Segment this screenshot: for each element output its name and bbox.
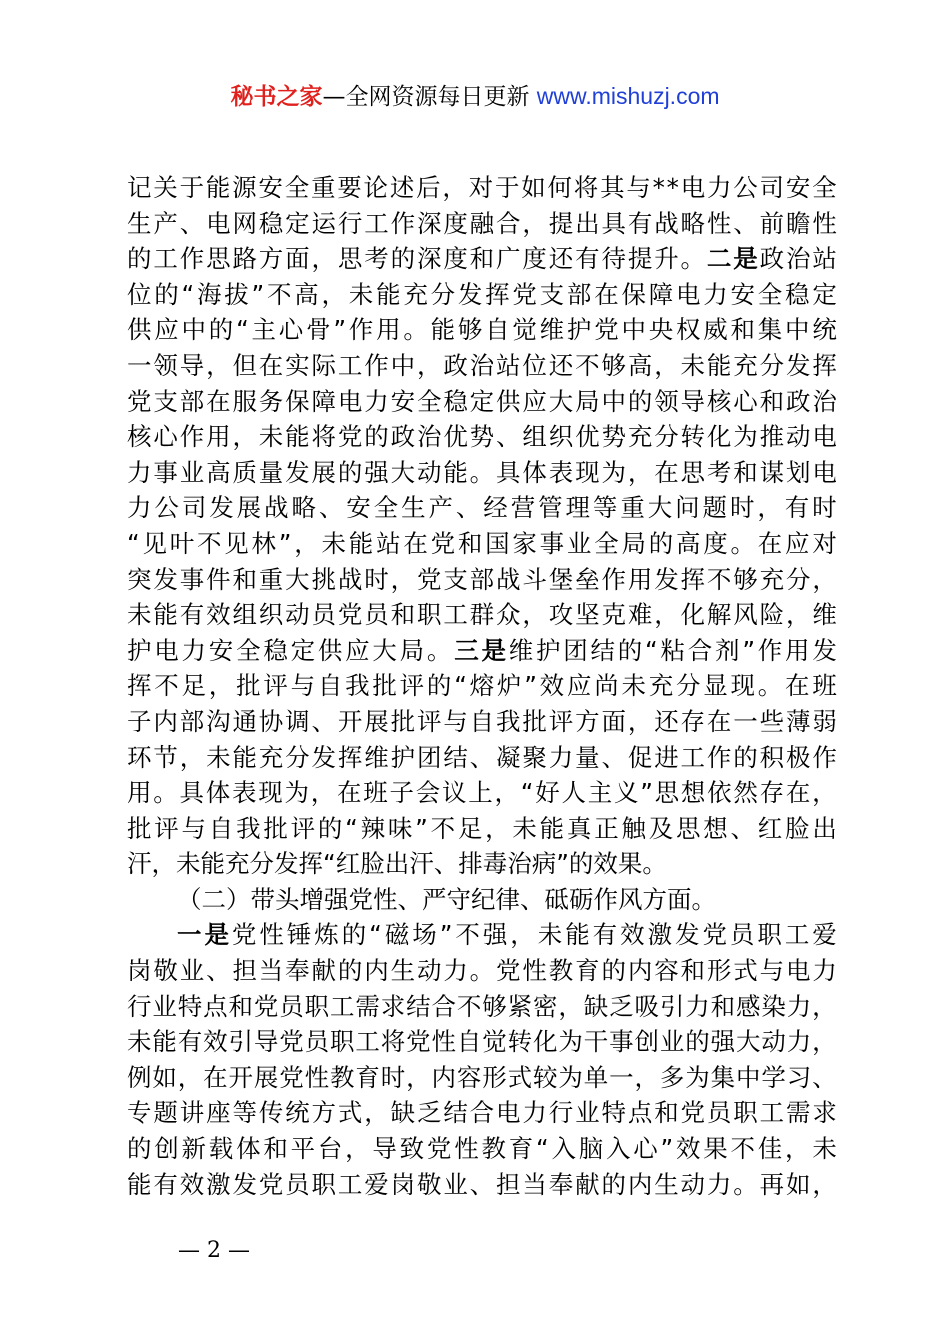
text-line: 能 有 效 激 发 党 员 职 工 爱 岗 敬 业 、 担 当 奉 献 的 内 生 动 力 。 再 如 ，: [127, 1169, 837, 1199]
page-number: — 2 —: [178, 1238, 250, 1263]
text-line: 挥 不 足 ， 批 评 与 自 我 批 评 的 “ 熔 炉 ” 效 应 尚 未 充 分 显 现 。 在 班: [127, 671, 837, 701]
text-run: （二）带头增强党性、严守纪律、砥砺作风方面。: [177, 884, 716, 914]
text-line: 突 发 事 件 和 重 大 挑 战 时 ， 党 支 部 战 斗 堡 垒 作 用 发 挥 不 够 充 分 ，: [127, 564, 837, 594]
text-line: 记 关 于 能 源 安 全 重 要 论 述 后 ， 对 于 如 何 将 其 与 * * 电 力 公 司 安 全: [127, 173, 837, 202]
text-line: 岗 敬 业 、 担 当 奉 献 的 内 生 动 力 。 党 性 教 育 的 内 容 和 形 式 与 电 力: [127, 956, 837, 986]
text-line: 环 节 ， 未 能 充 分 发 挥 维 护 团 结 、 凝 聚 力 量 、 促 进 工 作 的 积 极 作: [127, 742, 837, 772]
site-url[interactable]: www.mishuzj.com: [536, 83, 720, 109]
brand-name: 秘书之家: [230, 84, 323, 110]
text-line: 例 如 ， 在 开 展 党 性 教 育 时 ， 内 容 形 式 较 为 单 一 ， 多 为 集 中 学 习 、: [127, 1062, 837, 1092]
text-line: 核 心 作 用 ， 未 能 将 党 的 政 治 优 势 、 组 织 优 势 充 分 转 化 为 推 动 电: [127, 422, 837, 452]
text-line: 力 事 业 高 质 量 发 展 的 强 大 动 能 。 具 体 表 现 为 ， 在 思 考 和 谋 划 电: [127, 457, 837, 487]
text-line: 一 领 导 ， 但 在 实 际 工 作 中 ， 政 治 站 位 还 不 够 高 ， 未 能 充 分 发 挥: [127, 350, 837, 380]
text-line: 生 产 、 电 网 稳 定 运 行 工 作 深 度 融 合 ， 提 出 具 有 战 略 性 、 前 瞻 性: [127, 208, 837, 238]
text-run: 汗，未能充分发挥“红脸出汗、排毒治病”的效果。: [127, 849, 667, 879]
text-line: “ 见 叶 不 见 林 ” ， 未 能 站 在 党 和 国 家 事 业 全 局 的 高 度 。 在 应 对: [127, 528, 837, 558]
text-line: [127, 846, 837, 882]
text-line: 专 题 讲 座 等 传 统 方 式 ， 缺 乏 结 合 电 力 行 业 特 点 和 党 员 职 工 需 求: [127, 1098, 837, 1128]
text-line: 批 评 与 自 我 批 评 的 “ 辣 味 ” 不 足 ， 未 能 真 正 触 及 思 想 、 红 脸 出: [127, 813, 837, 843]
text-line: 一 是 党 性 锤 炼 的 “ 磁 场 ” 不 强 ， 未 能 有 效 激 发 党 员 职 工 爱: [177, 920, 837, 950]
text-line: 的 创 新 载 体 和 平 台 ， 导 致 党 性 教 育 “ 入 脑 入 心 ” 效 果 不 佳 ， 未: [127, 1134, 837, 1164]
text-line: 的 工 作 思 路 方 面 ， 思 考 的 深 度 和 广 度 还 有 待 提 升 。 二 是 政 治 站: [127, 244, 837, 274]
text-line: 行 业 特 点 和 党 员 职 工 需 求 结 合 不 够 紧 密 ， 缺 乏 吸 引 力 和 感 染 力 ，: [127, 991, 837, 1021]
text-line: 未 能 有 效 引 导 党 员 职 工 将 党 性 自 觉 转 化 为 干 事 创 业 的 强 大 动 力 ，: [127, 1027, 837, 1057]
text-line: 供 应 中 的 “ 主 心 骨 ” 作 用 。 能 够 自 觉 维 护 党 中 央 权 威 和 集 中 统: [127, 315, 837, 345]
text-line: [127, 882, 837, 918]
text-line: 未 能 有 效 组 织 动 员 党 员 和 职 工 群 众 ， 攻 坚 克 难 ， 化 解 风 险 ， 维: [127, 600, 837, 630]
text-line: 护 电 力 安 全 稳 定 供 应 大 局 。 三 是 维 护 团 结 的 “ 粘 合 剂 ” 作 用 发: [127, 635, 837, 665]
text-line: 位 的 “ 海 拔 ” 不 高 ， 未 能 充 分 发 挥 党 支 部 在 保 障 电 力 安 全 稳 定: [127, 279, 837, 309]
document-body: [127, 170, 837, 1202]
text-line: 力 公 司 发 展 战 略 、 安 全 生 产 、 经 营 管 理 等 重 大 问 题 时 ， 有 时: [127, 493, 837, 523]
text-line: 子 内 部 沟 通 协 调 、 开 展 批 评 与 自 我 批 评 方 面 ， 还 存 在 一 些 薄 弱: [127, 706, 837, 736]
text-line: 党 支 部 在 服 务 保 障 电 力 安 全 稳 定 供 应 大 局 中 的 领 导 核 心 和 政 治: [127, 386, 837, 416]
banner-tagline: —全网资源每日更新: [322, 84, 537, 110]
site-banner: [0, 80, 950, 113]
text-line: 用 。 具 体 表 现 为 ， 在 班 子 会 议 上 ， “ 好 人 主 义 ” 思 想 依 然 存 在 ，: [127, 778, 837, 808]
